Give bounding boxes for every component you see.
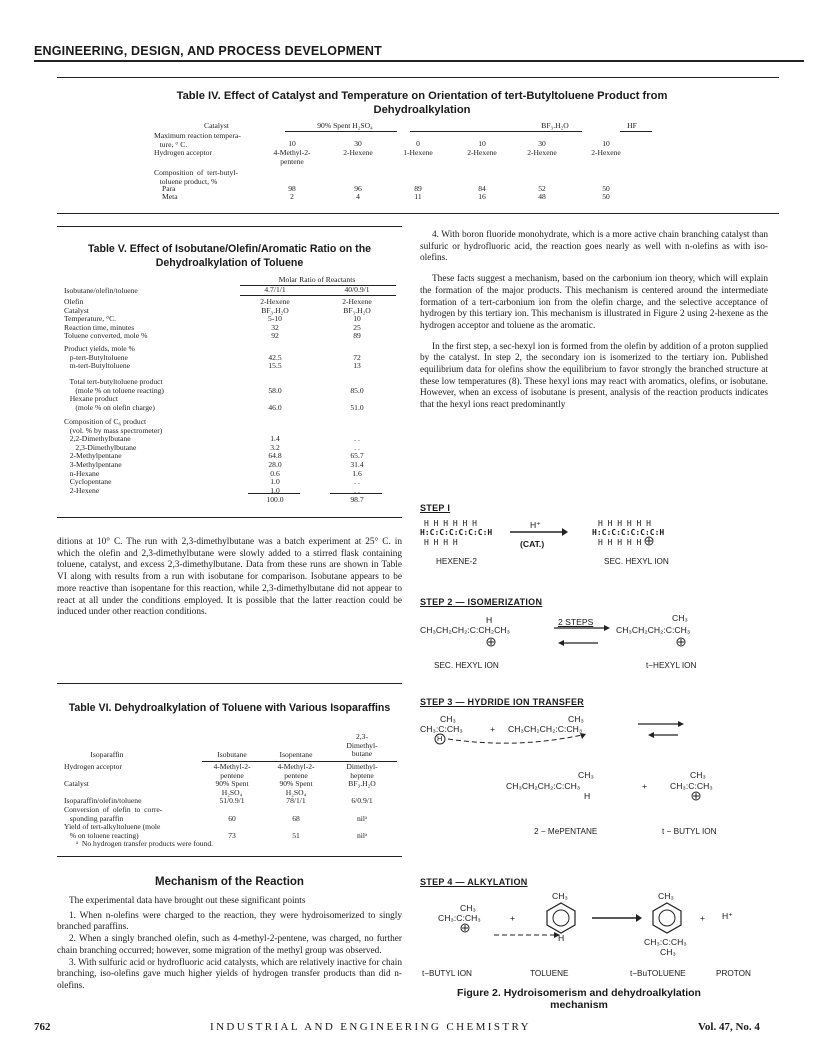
s3-ch3-b: CH₃ xyxy=(568,714,584,724)
s4-ch3-top: CH₃ xyxy=(552,891,568,901)
table6-col2: 4-Methyl-2- pentene 90% Spent H₂SO₄ 78/1/1 68 51 xyxy=(277,762,315,840)
s1-sec-hexyl-label: SEC. HEXYL ION xyxy=(604,557,669,566)
table5-labels-b: Product yields, mole % p-tert-Butyltoluene m-tert-Butyltoluene xyxy=(64,344,135,371)
mechanism-heading: Mechanism of the Reaction xyxy=(155,876,304,888)
s4-label-proton: PROTON xyxy=(716,969,751,978)
table4-group-hf: HF xyxy=(627,121,637,130)
s4-dashed-arrow xyxy=(492,929,565,943)
table4-temp: 10 xyxy=(478,139,486,148)
plus-charge-icon xyxy=(676,637,686,647)
s1-h-top: H H H H H H xyxy=(424,519,477,528)
s2-right-formula: CH₃CH₂CH₂:C:CH₃ xyxy=(616,625,691,635)
table5-ratio: 40/0.9/1 xyxy=(344,285,370,294)
mechanism-paragraphs xyxy=(57,896,402,993)
s3-ch3-d: CH₃ xyxy=(690,770,706,780)
s4-label-tbutyl: t−BUTYL ION xyxy=(422,969,472,978)
table6-footnote: ᵃ No hydrogen transfer products were found. xyxy=(76,839,214,848)
s4-tbutyl: CH₃:C:CH₃ xyxy=(438,913,481,923)
table4-meta: 2 xyxy=(290,192,294,201)
s1-h-bot: H H H H xyxy=(424,538,458,547)
plus-charge-icon xyxy=(691,791,701,801)
right-paragraph-1: 4. With boron fluoride monohydrate, which is a more active chain branching catalyst than sulfuric or hydrofluoric acid, the reaction goes nearly as well with n-olefins as with iso-olefins. xyxy=(420,230,768,264)
table4-temp: 10 xyxy=(288,139,296,148)
volume-info: Vol. 47, No. 4 xyxy=(698,1021,760,1033)
table4-row-para: Para xyxy=(162,184,176,193)
right-text xyxy=(420,230,768,412)
table5-labels-a: Olefin Catalyst Temperature, °C. Reaction time, minutes Toluene converted, mole % xyxy=(64,297,148,341)
table6-labels: Hydrogen acceptor Catalyst Isoparaffin/olefin/toluene Conversion of olefin to corre- sponding paraffin Yield of tert-alkyltoluene (mole % on toluene reacting) xyxy=(64,762,163,840)
table4-row-meta: Meta xyxy=(162,192,178,201)
s3-mepentane: CH₃CH₂CH₂:C:CH₃ xyxy=(506,781,581,791)
table4-para: 52 xyxy=(538,184,546,193)
s4-proton: H⁺ xyxy=(722,911,733,921)
s4-plus: + xyxy=(510,913,516,923)
table6-caption: Table VI. Dehydroalkylation of Toluene with Various Isoparaffins xyxy=(68,702,391,714)
figure-2 xyxy=(420,497,780,1012)
table4-acceptor: 2-Hexene xyxy=(591,148,621,157)
table4-meta: 50 xyxy=(602,192,610,201)
table4-bottom-rule xyxy=(57,213,779,214)
table5-total: 100.0 xyxy=(266,495,284,504)
table4-row-comp: Composition of tert-butyl- toluene product, % xyxy=(154,168,238,186)
s1-r-bot: H H H H H xyxy=(598,538,642,547)
table4 xyxy=(150,122,770,202)
s1-cat: (CAT.) xyxy=(520,539,545,549)
s3-h: H xyxy=(437,734,443,743)
table5-caption: Table V. Effect of Isobutane/Olefin/Aromatic Ratio on the Dehydroalkylation of Toluene xyxy=(87,243,372,269)
s4-ch3-a: CH₃ xyxy=(460,903,476,913)
table4-top-rule xyxy=(57,77,779,78)
header-rule xyxy=(34,60,804,62)
s4-label-tbutoluene: t−BuTOLUENE xyxy=(630,969,686,978)
s1-arrow xyxy=(508,527,568,537)
table4-para: 84 xyxy=(478,184,486,193)
page-number: 762 xyxy=(34,1021,51,1033)
table4-acceptor: 2-Hexene xyxy=(343,148,373,157)
table6-top-rule xyxy=(57,683,402,684)
table5-bottom-rule xyxy=(57,517,402,518)
table4-acceptor: 1-Hexene xyxy=(403,148,433,157)
table4-row-acceptor: Hydrogen acceptor xyxy=(154,148,212,157)
s1-r-top: H H H H H H xyxy=(598,519,651,528)
table4-group-rule-1 xyxy=(285,131,397,132)
s4-plus-2: + xyxy=(700,913,706,923)
table5-total: 98.7 xyxy=(350,495,364,504)
table4-col-catalyst: Catalyst xyxy=(204,121,229,130)
s4-label-toluene: TOLUENE xyxy=(530,969,569,978)
table5 xyxy=(62,276,402,512)
table4-temp: 10 xyxy=(602,139,610,148)
running-header: ENGINEERING, DESIGN, AND PROCESS DEVELOPMENT xyxy=(34,44,382,58)
table5-ratio-rule xyxy=(240,295,396,296)
table5-col2-b: 72 13 xyxy=(353,352,361,371)
s3-isobutane: CH₃:C:CH₃ xyxy=(420,724,463,734)
table4-para: 50 xyxy=(602,184,610,193)
plus-charge-icon xyxy=(644,536,654,546)
table5-top-rule xyxy=(57,226,402,227)
s2-right-ch3: CH₃ xyxy=(672,613,688,623)
table5-label-ratio: Isobutane/olefin/toluene xyxy=(64,286,138,295)
table5-col2-a: 2-Hexene BF₃.H₂O 10 25 89 xyxy=(342,297,372,341)
s4-ch3-r: CH₃ xyxy=(658,891,674,901)
table4-group-rule-2 xyxy=(410,131,582,132)
tbutyltoluene-ring-icon xyxy=(650,901,684,935)
table5-col1-a: 2-Hexene BF₃.H₂O 5-10 32 92 xyxy=(260,297,290,341)
s1-formula: H:C:C:C:C:C:C:H xyxy=(420,528,493,537)
table5-col1-d: 1.4 3.2 64.8 28.0 0.6 1.0 1.0 xyxy=(268,434,282,495)
s3-tbutyl: CH₃:C:CH₃ xyxy=(670,781,713,791)
step1-title: STEP I xyxy=(420,503,451,513)
step2-title: STEP 2 — ISOMERIZATION xyxy=(420,597,543,607)
table4-para: 98 xyxy=(288,184,296,193)
figure-caption: Figure 2. Hydroisomerism and dehydroalkylation mechanism xyxy=(457,987,701,1011)
s2-equilibrium-arrows xyxy=(554,623,610,649)
table4-acceptor: 2-Hexene xyxy=(467,148,497,157)
table5-col-header: Molar Ratio of Reactants xyxy=(278,275,356,284)
table5-labels-c: Total tert-butyltoluene product (mole % on toluene reacting) Hexane product (mole % on olefin charge) xyxy=(69,377,164,412)
table5-sum-rule-1 xyxy=(248,493,300,494)
table6-header: Isopentane xyxy=(279,750,313,759)
s1-r-formula: H:C:C:C:C:C:C:H xyxy=(592,528,665,537)
s3-h-bottom: H xyxy=(584,791,591,801)
s3-plus: + xyxy=(490,724,496,734)
table4-meta: 16 xyxy=(478,192,486,201)
table5-labels-d: Composition of C₆ product (vol. % by mass spectrometer) 2,2-Dimethylbutane 2,3-Dimethylbutane 2-Methylpentane 3-Methylpentane n-Hexane Cyclopentane 2-Hexene xyxy=(64,417,163,495)
table6-bottom-rule xyxy=(57,856,402,857)
table6-header: Isobutane xyxy=(217,750,247,759)
s1-hexene-label: HEXENE-2 xyxy=(436,557,477,566)
table6-col1: 4-Methyl-2- pentene 90% Spent H₂SO₄ 51/0.9/1 60 73 xyxy=(213,762,251,840)
s3-hexyl: CH₃CH₂CH₂:C:CH₃ xyxy=(508,724,583,734)
table6 xyxy=(62,733,402,853)
table6-header: 2,3- Dimethyl- butane xyxy=(346,732,378,759)
table5-col1-b: 42.5 15.5 xyxy=(268,352,282,371)
s4-arrow xyxy=(592,913,642,923)
s2-arrow-label: 2 STEPS xyxy=(558,617,594,627)
mechanism-point-2: 2. When a singly branched olefin, such as 4-methyl-2-pentene, was charged, no further chain branching occurred; however, some migration of the methyl group was observed. xyxy=(57,934,402,956)
left-paragraph: ditions at 10° C. The run with 2,3-dimethylbutane was a batch experiment at 25° C. in which the olefin and 2,3-dimethylbutane were slowly added to a stirred flask containing toluene, catalyst, and excess 2,3-dimethylbutane. Data from these runs are shown in Table VI along with results from a run with isobutane for comparison. Isobutane appears to be more reactive than isopentane for this reaction, while 2,3-dimethylbutane did not appear to react at all under the conditions employed. It is possible that the latter reaction could be induced under other reaction conditions. xyxy=(57,537,402,618)
right-paragraph-3: In the first step, a sec-hexyl ion is formed from the olefin by addition of a proton supplied by the catalyst. In step 2, the secondary ion is isomerized to the tertiary ion. Published equilibrium data for olefins show the equilibrium to favor strongly the branched structure at these low temperatures (8). These hexyl ions may react with aromatics, olefins, or isobutane. However, when an excess of isobutane is present, analysis of the reaction products indicates that the hexyl ions react predominantly xyxy=(420,341,768,411)
s2-sec-label: SEC. HEXYL ION xyxy=(434,661,499,670)
table4-meta: 4 xyxy=(356,192,360,201)
table4-caption: Table IV. Effect of Catalyst and Temperature on Orientation of tert-Butyltoluene Product from Dehydroalkylation xyxy=(176,90,668,116)
table4-group-rule-3 xyxy=(620,131,652,132)
mechanism-point-3: 3. With sulfuric acid or hydrofluoric acid catalysts, which are relatively inactive for chain branching, iso-olefins gave much higher yields of hydrogen transfer products than did n-olefins. xyxy=(57,957,402,991)
table5-sum-rule-2 xyxy=(330,493,382,494)
s1-proton: H⁺ xyxy=(530,520,541,530)
s3-equilibrium-arrows xyxy=(638,719,688,741)
s3-ch3-c: CH₃ xyxy=(578,770,594,780)
table5-col1-c: 58.0 46.0 xyxy=(268,385,282,412)
s4-substituent: CH₃:C:CH₃ xyxy=(644,937,687,947)
s3-tbutyl-label: t − BUTYL ION xyxy=(662,827,717,836)
plus-charge-icon xyxy=(460,923,470,933)
right-paragraph-2: These facts suggest a mechanism, based on the carbonium ion theory, which will explain the formation of the major products. This mechanism is centered around the intermediate formation of a tert-carbonium ion from the olefin charge, and the selective acceptance of hydrogen by this tertiary ion. This mechanism is illustrated in Figure 2 using 2-hexene as the hydrogen acceptor and toluene as the aromatic. xyxy=(420,274,768,331)
s3-mepentane-label: 2 − MePENTANE xyxy=(534,827,598,836)
table4-acceptor: 2-Hexene xyxy=(527,148,557,157)
s4-substituent-ch3: CH₃ xyxy=(660,947,676,957)
table4-meta: 48 xyxy=(538,192,546,201)
table6-col3: Dimethyl- heptene BF₃.H₂O 6/0.9/1 nilᵃ nilᵃ xyxy=(346,762,378,840)
table5-ratio: 4.7/1/1 xyxy=(264,285,286,294)
s4-h: H xyxy=(558,933,565,943)
s3-transfer-arrow xyxy=(446,733,586,747)
table5-col2-c: 85.0 51.0 xyxy=(350,385,364,412)
mechanism-intro: The experimental data have brought out these significant points xyxy=(69,896,306,906)
table4-row-temp: Maximum reaction tempera- ture, ° C. xyxy=(154,131,241,149)
step3-title: STEP 3 — HYDRIDE ION TRANSFER xyxy=(420,697,585,707)
table4-temp: 0 xyxy=(416,139,420,148)
table4-para: 96 xyxy=(354,184,362,193)
s2-left-h: H xyxy=(486,615,493,625)
journal-name: INDUSTRIAL AND ENGINEERING CHEMISTRY xyxy=(210,1021,531,1033)
s3-ch3-a: CH₃ xyxy=(440,714,456,724)
table4-temp: 30 xyxy=(538,139,546,148)
s3-plus-2: + xyxy=(642,781,648,791)
table6-header: Isoparaffin xyxy=(90,750,124,759)
table4-group-h2so4: 90% Spent H₂SO₄ xyxy=(317,121,373,130)
plus-charge-icon xyxy=(486,637,496,647)
s2-left-formula: CH₃CH₂CH₂:C:CH₂CH₃ xyxy=(420,625,511,635)
table4-meta: 11 xyxy=(414,192,422,201)
s2-t-label: t−HEXYL ION xyxy=(646,661,697,670)
table4-group-bf3: BF₃.H₂O xyxy=(541,121,569,130)
table4-acceptor: 4-Methyl-2- pentene xyxy=(273,148,311,166)
step4-title: STEP 4 — ALKYLATION xyxy=(420,877,528,887)
table4-temp: 30 xyxy=(354,139,362,148)
table5-col2-d: . . . . 65.7 31.4 1.6 . . . . xyxy=(350,434,364,495)
mechanism-point-1: 1. When n-olefins were charged to the reaction, they were hydroisomerized to singly branched paraffins. xyxy=(57,910,402,933)
table4-para: 89 xyxy=(414,184,422,193)
